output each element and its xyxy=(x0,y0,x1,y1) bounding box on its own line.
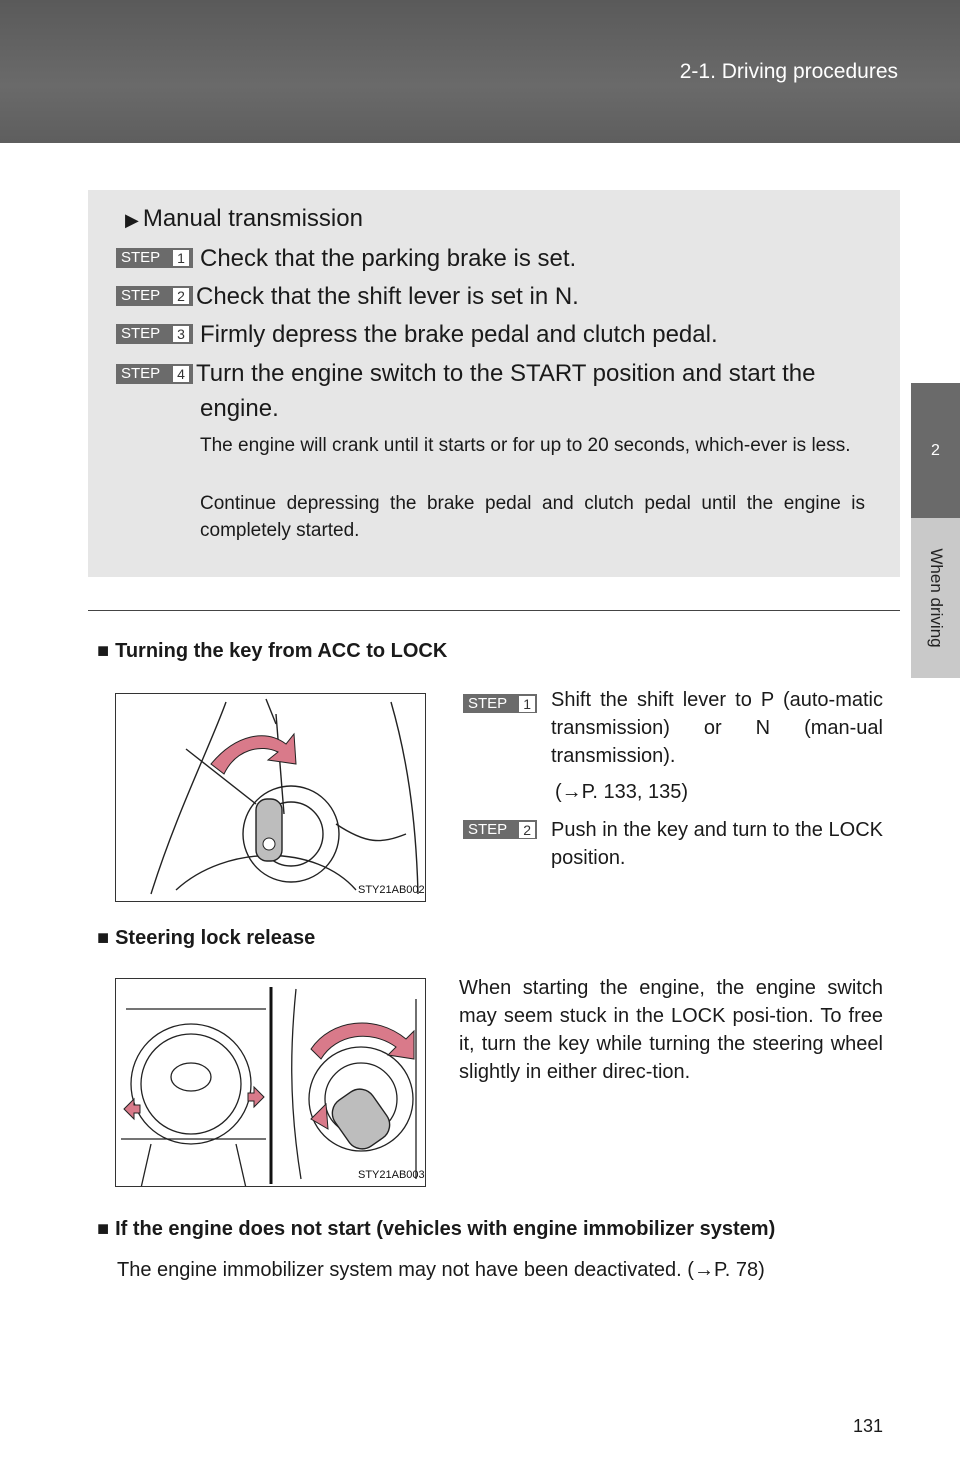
step-text: Shift the shift lever to P (auto-matic transmission) or N (man-ual transmission). xyxy=(551,689,883,767)
square-bullet-icon: ■ xyxy=(97,640,110,662)
manual-transmission-title: ▶ Manual transmission xyxy=(125,205,363,232)
steering-lock-drawing xyxy=(116,979,426,1187)
note-paragraph: Continue depressing the brake pedal and clutch pedal until the engine is completely started. xyxy=(200,493,865,541)
section-heading: ■ If the engine does not start (vehicles with engine immobilizer system) xyxy=(97,1218,776,1240)
step-badge: STEP 2 xyxy=(463,820,537,839)
steering-wheel-illustration xyxy=(115,978,426,1187)
page-reference[interactable]: (→P. 133, 135) xyxy=(555,781,689,803)
step-text: Firmly depress the brake pedal and clutch pedal. xyxy=(200,321,718,348)
step-text: Check that the parking brake is set. xyxy=(200,245,577,272)
step-text: Check that the shift lever is set in N. xyxy=(196,283,579,310)
triangle-bullet-icon: ▶ xyxy=(125,210,139,230)
step-badge: STEP 2 xyxy=(116,286,193,306)
steering-text: When starting the engine, the engine switch may seem stuck in the LOCK posi-tion. To free it, turn the key while turning the steering wheel slightly in either direc-tion. xyxy=(459,977,883,1083)
section-heading: ■ Steering lock release xyxy=(97,927,316,949)
square-bullet-icon: ■ xyxy=(97,1218,110,1240)
immobilizer-text: The engine immobilizer system may not have been deactivated. (→P. 78) xyxy=(117,1259,765,1281)
divider xyxy=(88,610,900,611)
page-number: 131 xyxy=(852,1416,883,1436)
section-heading: ■ Turning the key from ACC to LOCK xyxy=(97,640,448,662)
chapter-label-tab[interactable] xyxy=(911,518,960,678)
page-header xyxy=(0,0,960,143)
step-badge: STEP 1 xyxy=(463,694,537,713)
note-paragraph: The engine will crank until it starts or for up to 20 seconds, which-ever is less. xyxy=(200,435,851,456)
step-badge: STEP 3 xyxy=(116,324,193,344)
square-bullet-icon: ■ xyxy=(97,927,110,949)
step-badge: STEP 1 xyxy=(116,248,193,268)
chapter-title: 2-1. Driving procedures xyxy=(679,60,898,83)
step-text: Push in the key and turn to the LOCK position. xyxy=(551,819,883,869)
key-turn-illustration xyxy=(115,693,426,902)
step-badge: STEP 4 xyxy=(116,364,193,384)
ignition-key-drawing xyxy=(116,694,426,902)
figure-code: STY21AB003 xyxy=(358,1169,425,1181)
step-text: Turn the engine switch to the START position and start the xyxy=(196,360,816,387)
side-tab xyxy=(911,143,960,1484)
step-text-continued: engine. xyxy=(200,395,279,422)
chapter-label: When driving xyxy=(926,548,946,648)
chapter-number-tab[interactable]: 2 xyxy=(911,383,960,518)
figure-code: STY21AB002 xyxy=(358,884,425,896)
